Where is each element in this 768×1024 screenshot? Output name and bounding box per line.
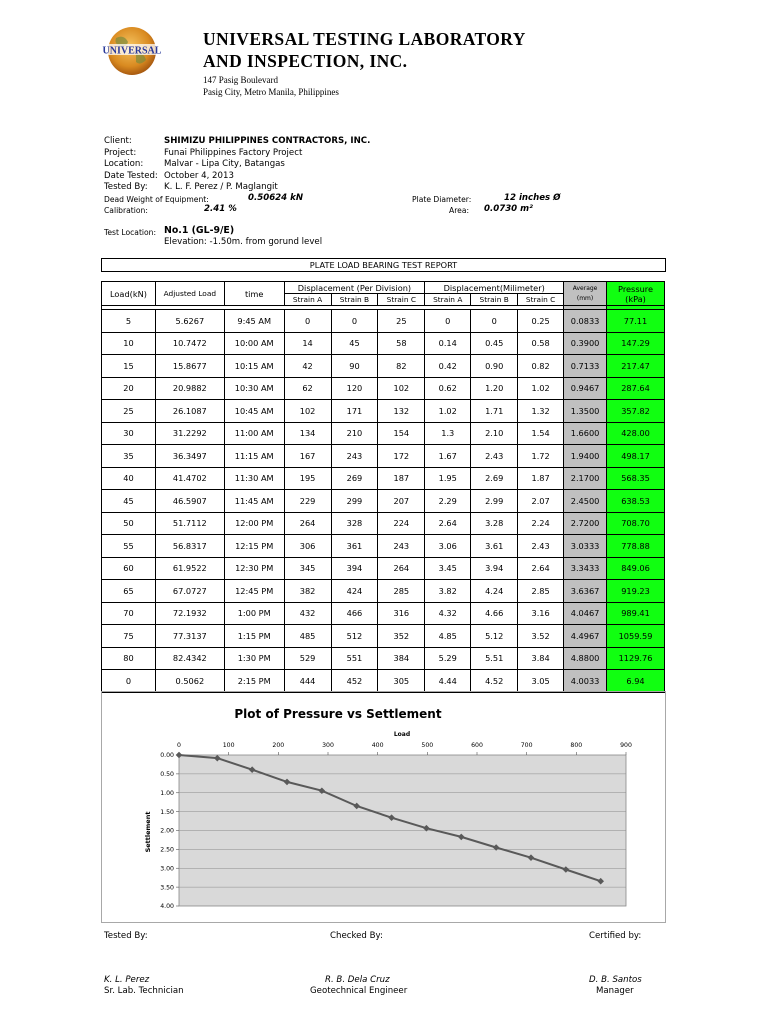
cell-average: 1.3500 xyxy=(564,400,607,423)
cell-pressure: 6.94 xyxy=(607,670,665,693)
cell-strain-c-div: 82 xyxy=(378,355,425,378)
cell-adjusted-load: 5.6267 xyxy=(155,310,224,333)
checker-title: Geotechnical Engineer xyxy=(310,986,408,996)
company-logo xyxy=(98,24,166,78)
cell-strain-c-mm: 2.43 xyxy=(518,535,564,558)
cell-strain-b-div: 243 xyxy=(331,445,378,468)
cell-load: 70 xyxy=(102,602,156,625)
cell-pressure: 778.88 xyxy=(607,535,665,558)
cell-strain-b-mm: 2.99 xyxy=(471,490,518,513)
cell-strain-c-mm: 2.64 xyxy=(518,557,564,580)
cell-strain-c-div: 132 xyxy=(378,400,425,423)
chart-y-tick-label: 1.00 xyxy=(160,789,174,797)
chart-x-tick-label: 900 xyxy=(620,742,632,749)
cell-load: 30 xyxy=(102,422,156,445)
cell-strain-c-div: 172 xyxy=(378,445,425,468)
cell-strain-b-mm: 1.20 xyxy=(471,377,518,400)
col-header-average xyxy=(564,282,607,306)
cell-adjusted-load: 51.7112 xyxy=(155,512,224,535)
cell-time: 12:00 PM xyxy=(224,512,284,535)
cell-strain-b-div: 120 xyxy=(331,377,378,400)
cell-strain-b-div: 424 xyxy=(331,580,378,603)
cell-adjusted-load: 77.3137 xyxy=(155,625,224,648)
table-row xyxy=(102,445,665,468)
cell-strain-c-div: 352 xyxy=(378,625,425,648)
cell-pressure: 989.41 xyxy=(607,602,665,625)
cell-average: 2.7200 xyxy=(564,512,607,535)
cell-strain-b-mm: 4.24 xyxy=(471,580,518,603)
cell-strain-b-mm: 0.45 xyxy=(471,332,518,355)
cell-strain-a-div: 485 xyxy=(284,625,331,648)
cell-pressure: 147.29 xyxy=(607,332,665,355)
cell-strain-c-mm: 3.84 xyxy=(518,647,564,670)
tested-by-label: Tested By: xyxy=(104,182,148,192)
cell-load: 40 xyxy=(102,467,156,490)
address-line2: Pasig City, Metro Manila, Philippines xyxy=(203,86,339,97)
cell-adjusted-load: 26.1087 xyxy=(155,400,224,423)
project-value: Funai Philippines Factory Project xyxy=(164,147,303,158)
cell-strain-b-div: 90 xyxy=(331,355,378,378)
table-row xyxy=(102,625,665,648)
chart-container xyxy=(101,691,666,923)
cell-average: 0.7133 xyxy=(564,355,607,378)
cell-average: 4.8800 xyxy=(564,647,607,670)
cell-strain-a-mm: 4.85 xyxy=(425,625,471,648)
company-address xyxy=(203,75,339,98)
table-row xyxy=(102,377,665,400)
cell-strain-b-mm: 3.61 xyxy=(471,535,518,558)
cell-load: 15 xyxy=(102,355,156,378)
cell-average: 2.1700 xyxy=(564,467,607,490)
date-label: Date Tested: xyxy=(104,170,158,181)
cell-load: 80 xyxy=(102,647,156,670)
chart-x-tick-label: 600 xyxy=(471,742,483,749)
cell-strain-a-mm: 1.3 xyxy=(425,422,471,445)
test-location-label: Test Location: xyxy=(104,228,157,237)
cell-adjusted-load: 61.9522 xyxy=(155,557,224,580)
cell-strain-b-mm: 0.90 xyxy=(471,355,518,378)
col-header-strain-a-mm: Strain A xyxy=(425,294,471,306)
cell-time: 9:45 AM xyxy=(224,310,284,333)
cell-strain-b-mm: 2.69 xyxy=(471,467,518,490)
cell-load: 60 xyxy=(102,557,156,580)
cell-strain-c-mm: 3.05 xyxy=(518,670,564,693)
checked-by-sign-label: Checked By: xyxy=(330,931,383,941)
plate-diameter-label: Plate Diameter: xyxy=(412,195,472,204)
col-header-strain-b-mm: Strain B xyxy=(471,294,518,306)
cell-strain-c-mm: 1.02 xyxy=(518,377,564,400)
cell-time: 12:30 PM xyxy=(224,557,284,580)
cell-load: 50 xyxy=(102,512,156,535)
cell-pressure: 357.82 xyxy=(607,400,665,423)
table-row xyxy=(102,580,665,603)
certified-by-sign-label: Certified by: xyxy=(589,931,642,941)
cell-strain-c-div: 316 xyxy=(378,602,425,625)
average-label: Average xyxy=(572,284,598,292)
chart-y-tick-label: 2.50 xyxy=(160,846,174,854)
chart-x-tick-label: 500 xyxy=(421,742,434,749)
location-value: Malvar - Lipa City, Batangas xyxy=(164,159,285,169)
table-row xyxy=(102,332,665,355)
test-location-value: No.1 (GL-9/E) xyxy=(164,225,235,236)
col-header-strain-a-div: Strain A xyxy=(284,294,331,306)
cell-average: 1.6600 xyxy=(564,422,607,445)
cell-strain-c-div: 207 xyxy=(378,490,425,513)
cell-strain-b-div: 452 xyxy=(331,670,378,693)
table-row xyxy=(102,602,665,625)
cell-strain-c-div: 243 xyxy=(378,535,425,558)
cell-strain-c-mm: 2.24 xyxy=(518,512,564,535)
cell-strain-a-mm: 1.02 xyxy=(425,400,471,423)
cell-strain-a-div: 345 xyxy=(284,557,331,580)
chart-x-tick-label: 0 xyxy=(177,742,181,749)
col-header-pressure xyxy=(607,282,665,306)
cell-load: 55 xyxy=(102,535,156,558)
cell-time: 12:15 PM xyxy=(224,535,284,558)
cell-average: 3.3433 xyxy=(564,557,607,580)
chart-y-tick-label: 2.00 xyxy=(160,827,174,835)
cell-adjusted-load: 41.4702 xyxy=(155,467,224,490)
cell-pressure: 217.47 xyxy=(607,355,665,378)
cell-strain-b-mm: 3.28 xyxy=(471,512,518,535)
cell-strain-a-div: 306 xyxy=(284,535,331,558)
table-row xyxy=(102,557,665,580)
cell-strain-a-mm: 4.32 xyxy=(425,602,471,625)
cell-time: 10:30 AM xyxy=(224,377,284,400)
certifier-name: D. B. Santos xyxy=(589,975,642,985)
company-name-line1: UNIVERSAL TESTING LABORATORY xyxy=(203,29,526,49)
area-value: 0.0730 m² xyxy=(484,204,533,214)
cell-strain-c-div: 154 xyxy=(378,422,425,445)
cell-time: 1:15 PM xyxy=(224,625,284,648)
cell-average: 0.3900 xyxy=(564,332,607,355)
chart-y-tick-label: 1.50 xyxy=(160,808,174,816)
cell-strain-b-mm: 4.66 xyxy=(471,602,518,625)
col-header-strain-c-div: Strain C xyxy=(378,294,425,306)
cell-average: 0.0833 xyxy=(564,310,607,333)
cell-strain-a-mm: 5.29 xyxy=(425,647,471,670)
cell-adjusted-load: 10.7472 xyxy=(155,332,224,355)
cell-strain-b-div: 361 xyxy=(331,535,378,558)
cell-strain-c-div: 58 xyxy=(378,332,425,355)
chart-x-tick-label: 300 xyxy=(322,742,334,749)
cell-strain-a-div: 167 xyxy=(284,445,331,468)
chart-x-tick-label: 200 xyxy=(272,742,285,749)
report-title: PLATE LOAD BEARING TEST REPORT xyxy=(101,258,666,272)
col-header-strain-b-div: Strain B xyxy=(331,294,378,306)
cell-strain-b-div: 299 xyxy=(331,490,378,513)
date-value: October 4, 2013 xyxy=(164,170,234,181)
col-header-displacement-mm: Displacement(Milimeter) xyxy=(425,282,564,294)
elevation-value: Elevation: -1.50m. from gorund level xyxy=(164,237,323,247)
cell-time: 1:30 PM xyxy=(224,647,284,670)
cell-pressure: 568.35 xyxy=(607,467,665,490)
cell-time: 11:45 AM xyxy=(224,490,284,513)
cell-strain-c-mm: 2.85 xyxy=(518,580,564,603)
cell-strain-a-div: 195 xyxy=(284,467,331,490)
cell-strain-c-div: 102 xyxy=(378,377,425,400)
cell-time: 11:30 AM xyxy=(224,467,284,490)
cell-strain-b-mm: 3.94 xyxy=(471,557,518,580)
cell-pressure: 287.64 xyxy=(607,377,665,400)
cell-adjusted-load: 72.1932 xyxy=(155,602,224,625)
cell-adjusted-load: 20.9882 xyxy=(155,377,224,400)
cell-strain-a-div: 229 xyxy=(284,490,331,513)
cell-strain-b-div: 466 xyxy=(331,602,378,625)
cell-adjusted-load: 31.2292 xyxy=(155,422,224,445)
average-unit: (mm) xyxy=(576,294,594,302)
location-label: Location: xyxy=(104,159,144,169)
cell-time: 12:45 PM xyxy=(224,580,284,603)
company-name xyxy=(203,28,526,72)
pressure-settlement-chart xyxy=(102,692,665,922)
cell-strain-c-div: 187 xyxy=(378,467,425,490)
cell-adjusted-load: 56.8317 xyxy=(155,535,224,558)
address-line1: 147 Pasig Boulevard xyxy=(203,75,278,85)
cell-strain-a-mm: 0 xyxy=(425,310,471,333)
cell-strain-c-mm: 1.32 xyxy=(518,400,564,423)
cell-load: 0 xyxy=(102,670,156,693)
cell-strain-a-div: 529 xyxy=(284,647,331,670)
cell-adjusted-load: 36.3497 xyxy=(155,445,224,468)
cell-strain-c-mm: 0.58 xyxy=(518,332,564,355)
cell-strain-b-div: 551 xyxy=(331,647,378,670)
cell-strain-c-div: 285 xyxy=(378,580,425,603)
cell-pressure: 428.00 xyxy=(607,422,665,445)
logo-text: UNIVERSAL xyxy=(102,45,162,57)
chart-x-tick-label: 400 xyxy=(371,742,384,749)
cell-load: 75 xyxy=(102,625,156,648)
cell-strain-c-div: 25 xyxy=(378,310,425,333)
chart-y-tick-label: 0.00 xyxy=(160,752,174,760)
test-info-block xyxy=(0,136,768,256)
cell-strain-b-div: 512 xyxy=(331,625,378,648)
cell-strain-c-div: 224 xyxy=(378,512,425,535)
table-row xyxy=(102,310,665,333)
cell-average: 4.0033 xyxy=(564,670,607,693)
dead-weight-value: 0.50624 kN xyxy=(248,193,304,203)
chart-title: Plot of Pressure vs Settlement xyxy=(234,707,442,721)
calibration-label: Calibration: xyxy=(104,206,148,215)
tested-by-value: K. L. F. Perez / P. Maglangit xyxy=(164,182,278,192)
cell-strain-b-mm: 1.71 xyxy=(471,400,518,423)
cell-load: 25 xyxy=(102,400,156,423)
pressure-label: Pressure xyxy=(618,283,653,294)
cell-strain-c-mm: 3.52 xyxy=(518,625,564,648)
cell-strain-b-mm: 4.52 xyxy=(471,670,518,693)
cell-average: 4.0467 xyxy=(564,602,607,625)
col-header-load: Load(kN) xyxy=(102,282,156,306)
cell-load: 45 xyxy=(102,490,156,513)
cell-strain-a-div: 42 xyxy=(284,355,331,378)
cell-average: 3.0333 xyxy=(564,535,607,558)
table-row xyxy=(102,400,665,423)
cell-strain-a-div: 102 xyxy=(284,400,331,423)
cell-strain-c-mm: 3.16 xyxy=(518,602,564,625)
client-label: Client: xyxy=(104,136,132,146)
cell-time: 2:15 PM xyxy=(224,670,284,693)
pressure-unit: (kPa) xyxy=(625,293,646,304)
chart-y-tick-label: 3.00 xyxy=(160,865,174,873)
cell-pressure: 708.70 xyxy=(607,512,665,535)
col-header-strain-c-mm: Strain C xyxy=(518,294,564,306)
cell-strain-a-mm: 3.45 xyxy=(425,557,471,580)
cell-adjusted-load: 0.5062 xyxy=(155,670,224,693)
cell-adjusted-load: 46.5907 xyxy=(155,490,224,513)
table-row xyxy=(102,355,665,378)
certifier-title: Manager xyxy=(596,986,634,996)
tested-by-sign-label: Tested By: xyxy=(104,931,148,941)
cell-strain-b-div: 171 xyxy=(331,400,378,423)
cell-strain-a-div: 444 xyxy=(284,670,331,693)
cell-load: 10 xyxy=(102,332,156,355)
cell-time: 11:15 AM xyxy=(224,445,284,468)
cell-strain-a-div: 14 xyxy=(284,332,331,355)
chart-x-tick-label: 700 xyxy=(520,742,533,749)
cell-strain-c-mm: 0.25 xyxy=(518,310,564,333)
table-body xyxy=(102,310,665,693)
chart-y-tick-label: 3.50 xyxy=(160,884,174,892)
cell-strain-b-div: 210 xyxy=(331,422,378,445)
cell-time: 10:00 AM xyxy=(224,332,284,355)
cell-strain-a-mm: 3.82 xyxy=(425,580,471,603)
cell-strain-a-mm: 1.67 xyxy=(425,445,471,468)
table-row xyxy=(102,422,665,445)
cell-adjusted-load: 67.0727 xyxy=(155,580,224,603)
cell-strain-b-div: 0 xyxy=(331,310,378,333)
table-row xyxy=(102,647,665,670)
col-header-displacement-division: Displacement (Per Division) xyxy=(284,282,425,294)
cell-strain-a-mm: 1.95 xyxy=(425,467,471,490)
cell-strain-a-mm: 0.62 xyxy=(425,377,471,400)
cell-strain-a-mm: 4.44 xyxy=(425,670,471,693)
cell-time: 10:15 AM xyxy=(224,355,284,378)
chart-x-tick-label: 100 xyxy=(222,742,235,749)
table-row xyxy=(102,512,665,535)
cell-time: 1:00 PM xyxy=(224,602,284,625)
cell-strain-c-div: 384 xyxy=(378,647,425,670)
cell-average: 1.9400 xyxy=(564,445,607,468)
cell-strain-b-mm: 5.12 xyxy=(471,625,518,648)
client-value: SHIMIZU PHILIPPINES CONTRACTORS, INC. xyxy=(164,136,371,146)
cell-strain-a-mm: 0.14 xyxy=(425,332,471,355)
cell-pressure: 849.06 xyxy=(607,557,665,580)
cell-strain-a-div: 134 xyxy=(284,422,331,445)
chart-x-tick-label: 800 xyxy=(570,742,583,749)
calibration-value: 2.41 % xyxy=(204,204,237,214)
cell-strain-a-mm: 0.42 xyxy=(425,355,471,378)
cell-strain-b-mm: 2.43 xyxy=(471,445,518,468)
cell-strain-a-div: 432 xyxy=(284,602,331,625)
cell-average: 0.9467 xyxy=(564,377,607,400)
chart-y-tick-label: 4.00 xyxy=(160,903,174,911)
cell-pressure: 1059.59 xyxy=(607,625,665,648)
test-data-table xyxy=(101,281,665,693)
cell-adjusted-load: 15.8677 xyxy=(155,355,224,378)
plate-diameter-value: 12 inches Ø xyxy=(504,193,561,203)
table-row xyxy=(102,670,665,693)
cell-pressure: 77.11 xyxy=(607,310,665,333)
table-row xyxy=(102,490,665,513)
cell-strain-c-mm: 1.87 xyxy=(518,467,564,490)
cell-load: 20 xyxy=(102,377,156,400)
area-label: Area: xyxy=(449,206,470,215)
checker-name: R. B. Dela Cruz xyxy=(325,975,390,985)
cell-strain-b-mm: 2.10 xyxy=(471,422,518,445)
chart-ylabel: Settlement xyxy=(144,811,152,853)
cell-strain-a-div: 62 xyxy=(284,377,331,400)
cell-strain-a-div: 0 xyxy=(284,310,331,333)
cell-strain-c-div: 305 xyxy=(378,670,425,693)
project-label: Project: xyxy=(104,147,137,158)
cell-pressure: 919.23 xyxy=(607,580,665,603)
cell-strain-a-mm: 2.29 xyxy=(425,490,471,513)
cell-average: 2.4500 xyxy=(564,490,607,513)
tester-name: K. L. Perez xyxy=(104,975,150,985)
cell-time: 10:45 AM xyxy=(224,400,284,423)
cell-load: 5 xyxy=(102,310,156,333)
cell-strain-c-mm: 1.72 xyxy=(518,445,564,468)
col-header-adjusted-load: Adjusted Load xyxy=(155,282,224,306)
cell-pressure: 1129.76 xyxy=(607,647,665,670)
cell-strain-b-mm: 5.51 xyxy=(471,647,518,670)
cell-strain-c-div: 264 xyxy=(378,557,425,580)
chart-plot-area xyxy=(160,742,632,910)
cell-load: 35 xyxy=(102,445,156,468)
cell-strain-a-div: 382 xyxy=(284,580,331,603)
cell-strain-a-mm: 3.06 xyxy=(425,535,471,558)
cell-strain-a-div: 264 xyxy=(284,512,331,535)
cell-strain-c-mm: 0.82 xyxy=(518,355,564,378)
cell-strain-b-div: 328 xyxy=(331,512,378,535)
table-row xyxy=(102,467,665,490)
cell-pressure: 638.53 xyxy=(607,490,665,513)
chart-y-tick-label: 0.50 xyxy=(160,771,174,779)
cell-strain-c-mm: 1.54 xyxy=(518,422,564,445)
cell-time: 11:00 AM xyxy=(224,422,284,445)
company-name-line2: AND INSPECTION, INC. xyxy=(203,51,408,71)
cell-average: 3.6367 xyxy=(564,580,607,603)
col-header-time: time xyxy=(224,282,284,306)
cell-load: 65 xyxy=(102,580,156,603)
cell-average: 4.4967 xyxy=(564,625,607,648)
cell-adjusted-load: 82.4342 xyxy=(155,647,224,670)
cell-pressure: 498.17 xyxy=(607,445,665,468)
tester-title: Sr. Lab. Technician xyxy=(104,986,184,996)
cell-strain-a-mm: 2.64 xyxy=(425,512,471,535)
dead-weight-label: Dead Weight of Equipment: xyxy=(104,195,209,204)
cell-strain-b-div: 45 xyxy=(331,332,378,355)
chart-xlabel: Load xyxy=(393,731,411,738)
cell-strain-b-mm: 0 xyxy=(471,310,518,333)
table-row xyxy=(102,535,665,558)
cell-strain-b-div: 269 xyxy=(331,467,378,490)
cell-strain-b-div: 394 xyxy=(331,557,378,580)
cell-strain-c-mm: 2.07 xyxy=(518,490,564,513)
